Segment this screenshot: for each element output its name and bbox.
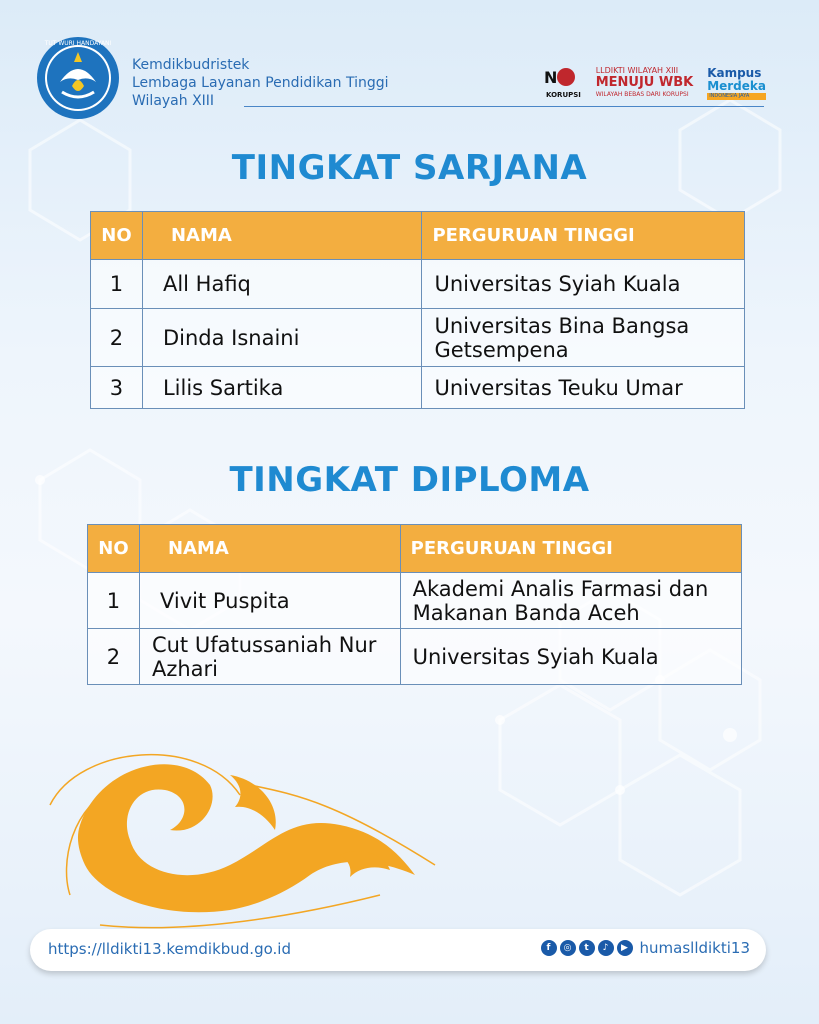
table-row xyxy=(91,260,745,309)
column-header-nama: NAMA xyxy=(142,212,422,260)
wbk-line-2: MENUJU WBK xyxy=(595,75,694,90)
kampus-merdeka-badge xyxy=(707,67,766,100)
cell-nama: Lilis Sartika xyxy=(142,367,422,409)
cell-perguruan-tinggi: Akademi Analis Farmasi dan Makanan Banda Aceh xyxy=(400,573,741,629)
sarjana-title: TINGKAT SARJANA xyxy=(231,148,588,188)
column-header-nama: NAMA xyxy=(139,525,400,573)
wbk-line-3: WILAYAH BEBAS DARI KORUPSI xyxy=(595,91,689,98)
table-row xyxy=(91,367,745,409)
social-links xyxy=(541,939,750,957)
column-header-perguruan-tinggi: PERGURUAN TINGGI xyxy=(400,525,741,573)
organization-name xyxy=(132,56,389,110)
tiktok-icon[interactable]: ♪ xyxy=(598,940,614,956)
table-row xyxy=(88,573,742,629)
header xyxy=(36,36,766,116)
cell-no: 2 xyxy=(88,629,140,685)
pintu-aceh-ornament xyxy=(40,745,440,935)
cell-no: 1 xyxy=(88,573,140,629)
facebook-icon[interactable]: f xyxy=(541,940,557,956)
twitter-icon[interactable]: t xyxy=(579,940,595,956)
table-row xyxy=(88,629,742,685)
logo-text: TUT WURI HANDAYANI xyxy=(44,40,112,47)
cell-nama: Vivit Puspita xyxy=(139,573,400,629)
diploma-header-row xyxy=(88,525,742,573)
youtube-icon[interactable]: ▶ xyxy=(617,940,633,956)
svg-text:KORUPSI: KORUPSI xyxy=(545,91,581,99)
wbk-line-1: LLDIKTI WILAYAH XIII xyxy=(595,66,679,75)
org-line-2: Lembaga Layanan Pendidikan Tinggi xyxy=(132,75,389,91)
header-badges xyxy=(542,64,766,102)
table-row xyxy=(91,309,745,367)
org-line-1: Kemdikbudristek xyxy=(132,57,250,73)
km-line-2: Merdeka xyxy=(707,78,766,93)
diploma-table xyxy=(87,524,742,685)
cell-perguruan-tinggi: Universitas Syiah Kuala xyxy=(422,260,745,309)
instagram-icon[interactable]: ◎ xyxy=(560,940,576,956)
sarjana-header-row xyxy=(91,212,745,260)
header-divider xyxy=(244,106,764,107)
cell-perguruan-tinggi: Universitas Syiah Kuala xyxy=(400,629,741,685)
km-line-1: Kampus xyxy=(707,65,762,80)
svg-text:N: N xyxy=(543,68,558,87)
website-link[interactable]: https://lldikti13.kemdikbud.go.id xyxy=(48,940,291,958)
cell-nama: Cut Ufatussaniah Nur Azhari xyxy=(139,629,400,685)
cell-no: 3 xyxy=(91,367,143,409)
cell-perguruan-tinggi: Universitas Teuku Umar xyxy=(422,367,745,409)
column-header-no: NO xyxy=(88,525,140,573)
cell-nama: All Hafiq xyxy=(142,260,422,309)
menuju-wbk-badge xyxy=(596,66,694,100)
km-line-3: INDONESIA JAYA xyxy=(707,93,766,100)
no-korupsi-hand-icon xyxy=(542,65,582,101)
cell-no: 2 xyxy=(91,309,143,367)
tut-wuri-handayani-logo xyxy=(36,36,120,120)
diploma-title: TINGKAT DIPLOMA xyxy=(229,460,590,500)
column-header-perguruan-tinggi: PERGURUAN TINGGI xyxy=(422,212,745,260)
cell-nama: Dinda Isnaini xyxy=(142,309,422,367)
social-handle[interactable]: humaslldikti13 xyxy=(639,939,750,957)
sarjana-table xyxy=(90,211,745,409)
org-line-3: Wilayah XIII xyxy=(132,93,215,109)
cell-no: 1 xyxy=(91,260,143,309)
column-header-no: NO xyxy=(91,212,143,260)
footer-bar xyxy=(30,929,766,971)
cell-perguruan-tinggi: Universitas Bina Bangsa Getsempena xyxy=(422,309,745,367)
no-korupsi-badge xyxy=(542,65,582,101)
